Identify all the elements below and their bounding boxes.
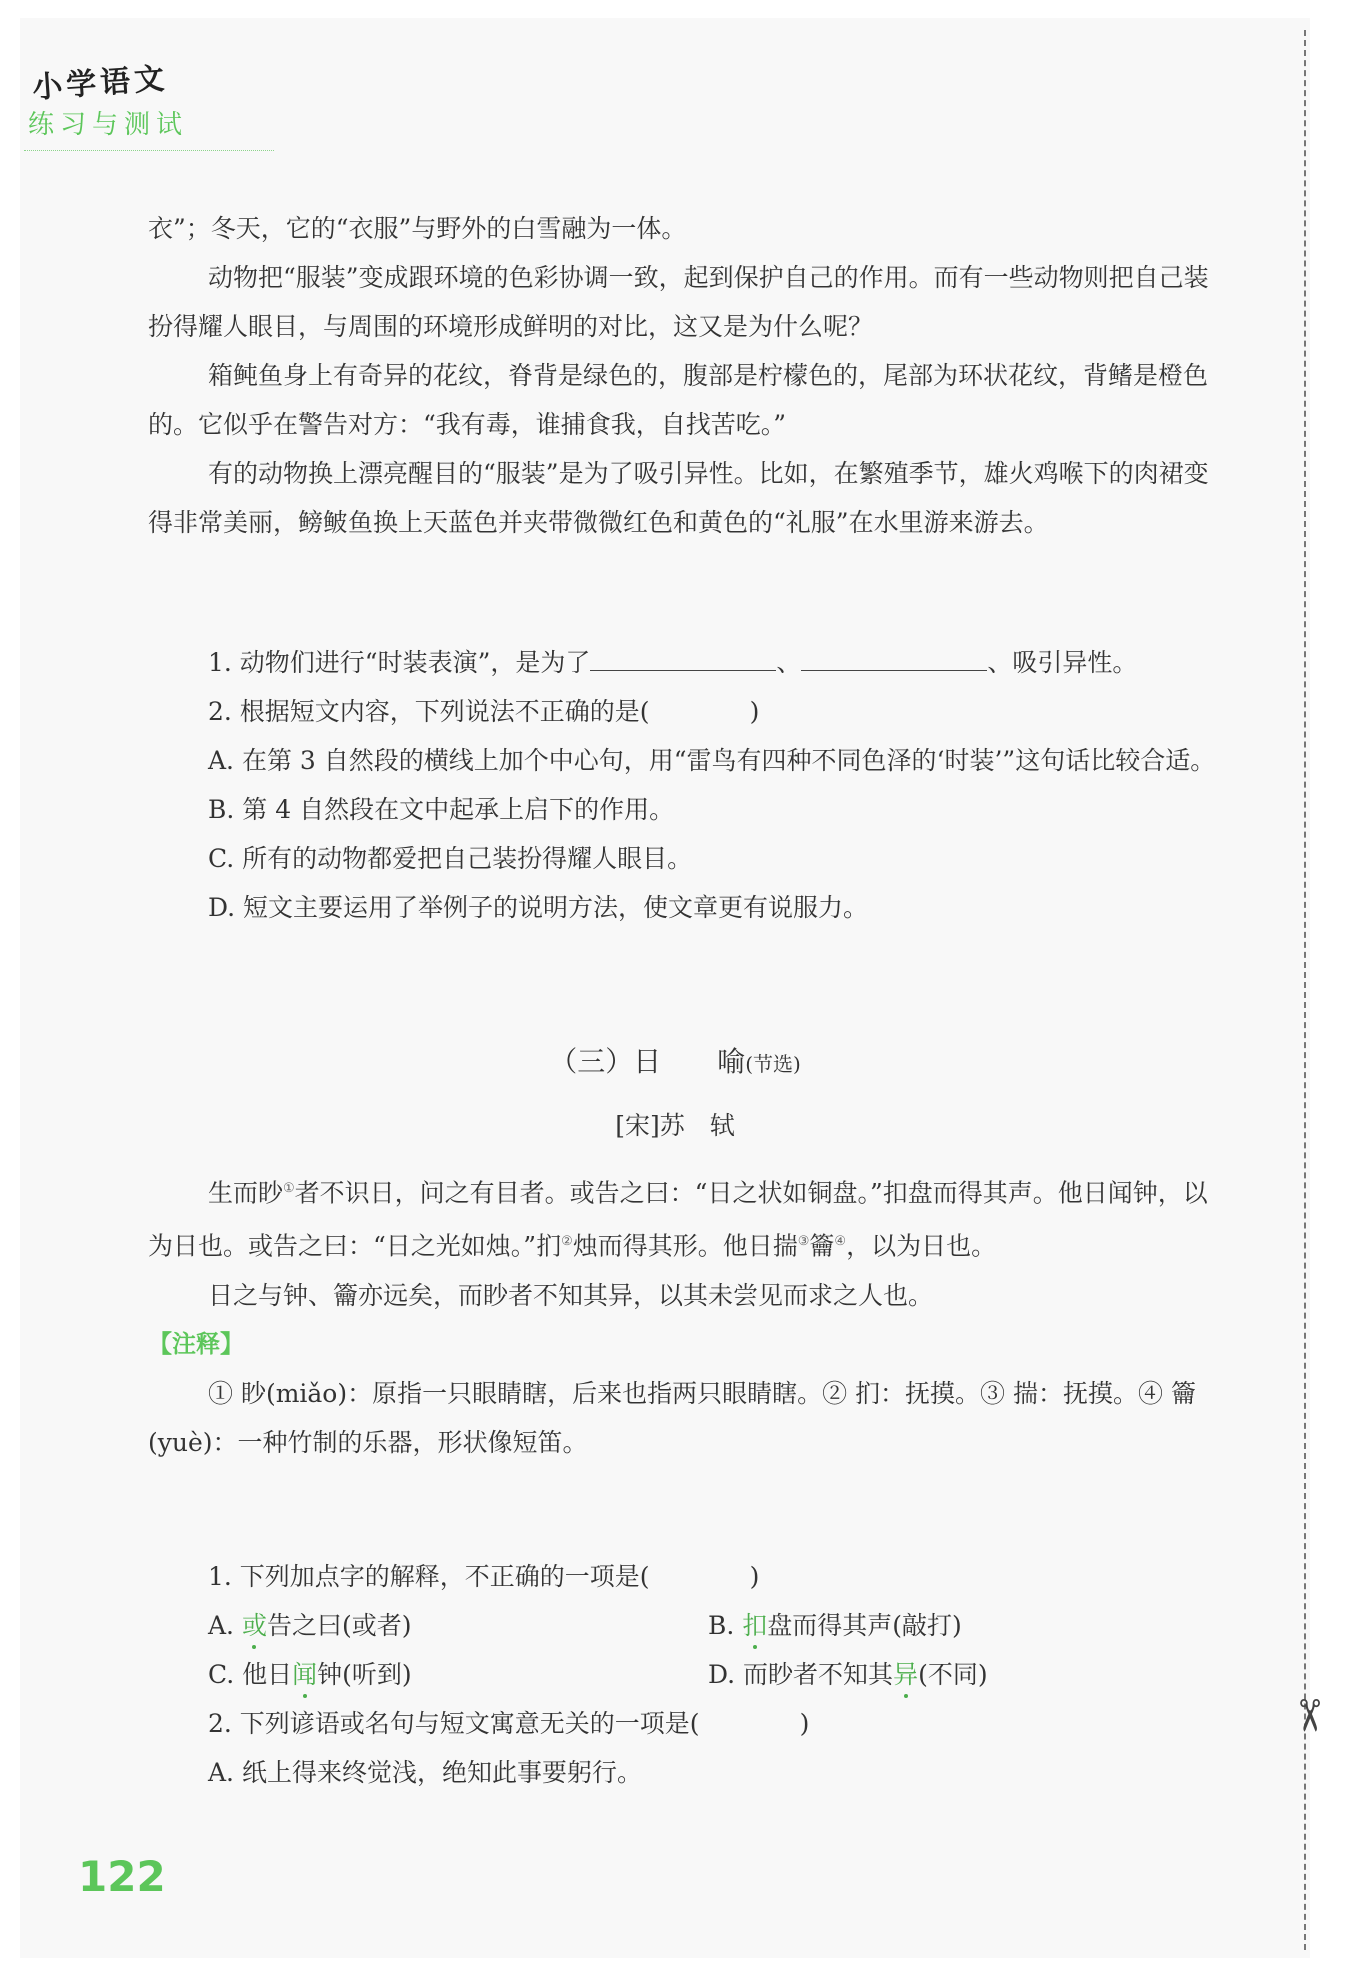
classical-text	[148, 1164, 1216, 1467]
q2-1-text: 1. 下列加点字的解释，不正确的一项是(	[208, 1562, 650, 1591]
poem-title-note: (节选)	[745, 1052, 801, 1076]
option-2c: C. 他日闻钟(听到)	[208, 1660, 412, 1689]
option-a: A. 在第 3 自然段的横线上加个中心句，用“雷鸟有四种不同色泽的‘时装’”这句话比较合适。	[208, 746, 1216, 775]
passage	[148, 204, 1216, 547]
question-2	[148, 687, 1216, 736]
series-title: 小学语文	[31, 61, 170, 106]
q2-2: 2. 下列谚语或名句与短文寓意无关的一项是( )	[208, 1709, 810, 1738]
option-2b: B. 扣盘而得其声(敲打)	[708, 1611, 962, 1640]
question-1-sep: 、	[776, 648, 802, 677]
series-subtitle: 练习与测试	[28, 110, 189, 140]
option-b: B. 第 4 自然段在文中起承上启下的作用。	[208, 795, 675, 824]
option-d: D. 短文主要运用了举例子的说明方法，使文章更有说服力。	[208, 893, 869, 922]
passage-para-1: 衣”；冬天，它的“衣服”与野外的白雪融为一体。	[148, 214, 687, 243]
question-set-2	[148, 1552, 1216, 1797]
answer-blank-1[interactable]	[590, 648, 776, 671]
header-divider	[24, 150, 274, 151]
notes-heading: 【注释】	[148, 1329, 244, 1358]
option-2a: A. 或告之曰(或者)	[208, 1611, 412, 1640]
classical-para-1: 生而眇①者不识日，问之有目者。或告之曰：“日之状如铜盘。”扣盘而得其声。他日闻钟，以为日也。或告之曰：“日之光如烛。”扪②烛而得其形。他日揣③籥④，以为日也。	[148, 1178, 1208, 1261]
passage-para-3: 箱鲀鱼身上有奇异的花纹，脊背是绿色的，腹部是柠檬色的，尾部为环状花纹，背鳍是橙色的。它似乎在警告对方：“我有毒，谁捕食我，自找苦吃。”	[148, 361, 1209, 439]
options-row-ab	[148, 1601, 1216, 1650]
poem-author: [宋]苏 轼	[615, 1111, 735, 1140]
question-1-text: 1. 动物们进行“时装表演”，是为了	[208, 648, 591, 677]
scissors-icon: ✂	[1282, 1697, 1334, 1734]
option-2d: D. 而眇者不知其异(不同)	[708, 1660, 988, 1689]
question-2-text: 2. 根据短文内容，下列说法不正确的是(	[208, 697, 650, 726]
cut-line	[1304, 30, 1306, 1950]
notes-text: ① 眇(miǎo)：原指一只眼睛瞎，后来也指两只眼睛瞎。② 扪：抚摸。③ 揣：抚摸。④ 籥(yuè)：一种竹制的乐器，形状像短笛。	[148, 1378, 1196, 1457]
passage-para-2: 动物把“服装”变成跟环境的色彩协调一致，起到保护自己的作用。而有一些动物则把自己装扮得耀人眼目，与周围的环境形成鲜明的对比，这又是为什么呢？	[148, 263, 1209, 341]
question-1	[148, 638, 1216, 687]
passage-para-4: 有的动物换上漂亮醒目的“服装”是为了吸引异性。比如，在繁殖季节，雄火鸡喉下的肉裙变得非常美丽，鳑鲏鱼换上天蓝色并夹带微微红色和黄色的“礼服”在水里游来游去。	[148, 459, 1209, 537]
options-row-cd	[148, 1650, 1216, 1699]
page-number: 122	[78, 1852, 166, 1901]
answer-blank-2[interactable]	[801, 648, 987, 671]
poem-title-text: （三）日 喻	[549, 1045, 746, 1078]
question-1-suffix: 、吸引异性。	[987, 648, 1138, 677]
q2-1: 1. 下列加点字的解释，不正确的一项是( )	[208, 1562, 760, 1591]
option-c: C. 所有的动物都爱把自己装扮得耀人眼目。	[208, 844, 693, 873]
q2-2-text: 2. 下列谚语或名句与短文寓意无关的一项是(	[208, 1709, 700, 1738]
option-2-2a: A. 纸上得来终觉浅，绝知此事要躬行。	[208, 1758, 642, 1787]
poem-title	[0, 1040, 1350, 1080]
paren-close: )	[749, 697, 760, 726]
question-set-1	[148, 638, 1216, 932]
classical-para-2: 日之与钟、籥亦远矣，而眇者不知其异，以其未尝见而求之人也。	[208, 1280, 934, 1310]
